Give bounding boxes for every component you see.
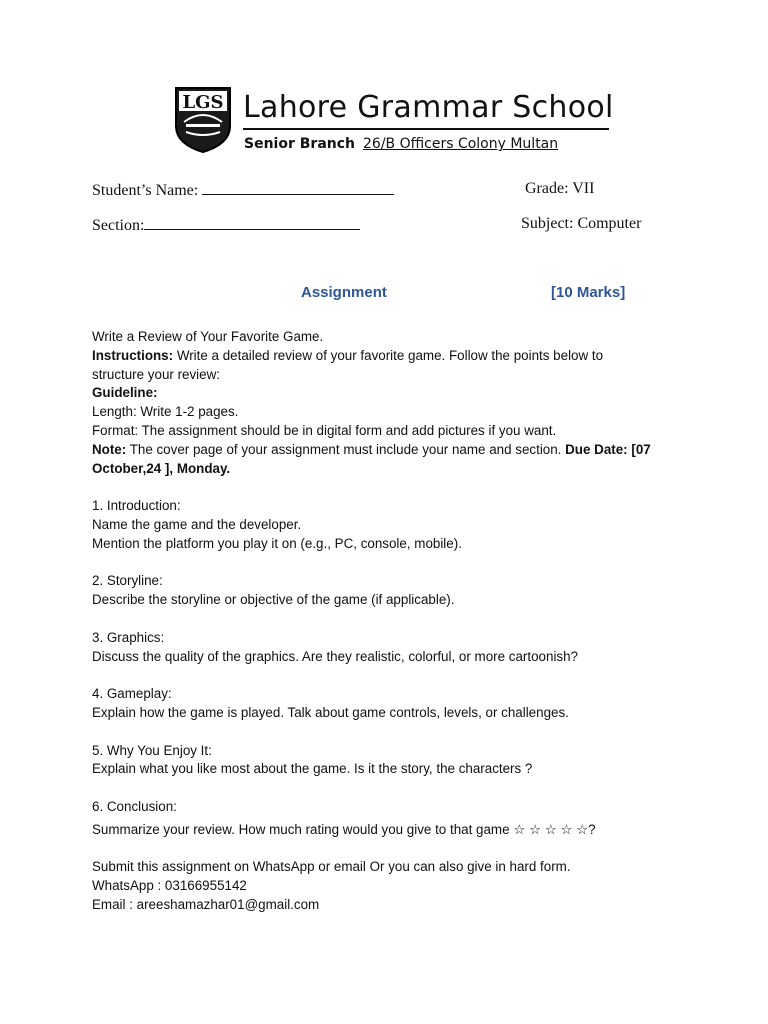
branch-address: 26/B Officers Colony Multan bbox=[363, 136, 559, 152]
assignment-body bbox=[92, 328, 652, 915]
student-name-blank bbox=[202, 180, 394, 195]
section-heading: 1. Introduction: bbox=[92, 498, 181, 514]
length-line: Length: Write 1-2 pages. bbox=[92, 404, 239, 420]
section-line: Explain what you like most about the game. Is it the story, the characters ? bbox=[92, 761, 533, 777]
section-line: Summarize your review. How much rating would you give to that game ☆ ☆ ☆ ☆ ☆? bbox=[92, 821, 596, 837]
intro-line: Write a Review of Your Favorite Game. bbox=[92, 329, 324, 344]
title-underline bbox=[243, 128, 609, 130]
section-line: Mention the platform you play it on (e.g., PC, console, mobile). bbox=[92, 535, 462, 551]
section-row bbox=[92, 215, 360, 235]
section-heading: 3. Graphics: bbox=[92, 629, 165, 645]
student-name-label: Student’s Name: bbox=[92, 182, 199, 199]
email-line: Email : areeshamazhar01@gmail.com bbox=[92, 896, 320, 912]
grade-label: Grade: VII bbox=[525, 180, 595, 197]
note-paragraph bbox=[92, 441, 652, 479]
due-date: Due Date: [07 October,24 ], Monday. bbox=[92, 441, 651, 476]
logo-lettering: LGS bbox=[182, 92, 224, 113]
guideline-heading: Guideline: bbox=[92, 385, 158, 401]
section-heading: 6. Conclusion: bbox=[92, 798, 177, 814]
section-line: Discuss the quality of the graphics. Are they realistic, colorful, or more cartoonish? bbox=[92, 648, 579, 664]
note-label: Note: bbox=[92, 441, 127, 457]
section-line: Explain how the game is played. Talk about game controls, levels, or challenges. bbox=[92, 704, 569, 720]
branch-name: Senior Branch bbox=[244, 136, 355, 152]
school-name: Lahore Grammar School bbox=[243, 90, 614, 125]
section-line: Name the game and the developer. bbox=[92, 516, 302, 532]
section-heading: 2. Storyline: bbox=[92, 573, 163, 589]
instructions-label: Instructions: bbox=[92, 347, 174, 363]
school-logo bbox=[174, 86, 232, 154]
assignment-title: Assignment bbox=[301, 284, 387, 301]
note-text: The cover page of your assignment must include your name and section. bbox=[126, 441, 566, 457]
section-blank bbox=[144, 215, 360, 230]
section-label: Section: bbox=[92, 217, 145, 234]
assignment-marks: [10 Marks] bbox=[551, 284, 626, 301]
student-name-row bbox=[92, 180, 394, 200]
instructions-text: Write a detailed review of your favorite game. Follow the points below to structure your review: bbox=[92, 347, 604, 382]
whatsapp-line: WhatsApp : 03166955142 bbox=[92, 878, 247, 894]
subject-label: Subject: Computer bbox=[521, 215, 642, 232]
instructions-paragraph bbox=[92, 347, 652, 385]
section-heading: 5. Why You Enjoy It: bbox=[92, 742, 212, 758]
format-line: Format: The assignment should be in digital form and add pictures if you want. bbox=[92, 422, 557, 438]
section-line: Describe the storyline or objective of the game (if applicable). bbox=[92, 592, 455, 608]
branch-line bbox=[244, 136, 558, 152]
section-heading: 4. Gameplay: bbox=[92, 686, 172, 702]
submit-line: Submit this assignment on WhatsApp or email Or you can also give in hard form. bbox=[92, 859, 571, 875]
